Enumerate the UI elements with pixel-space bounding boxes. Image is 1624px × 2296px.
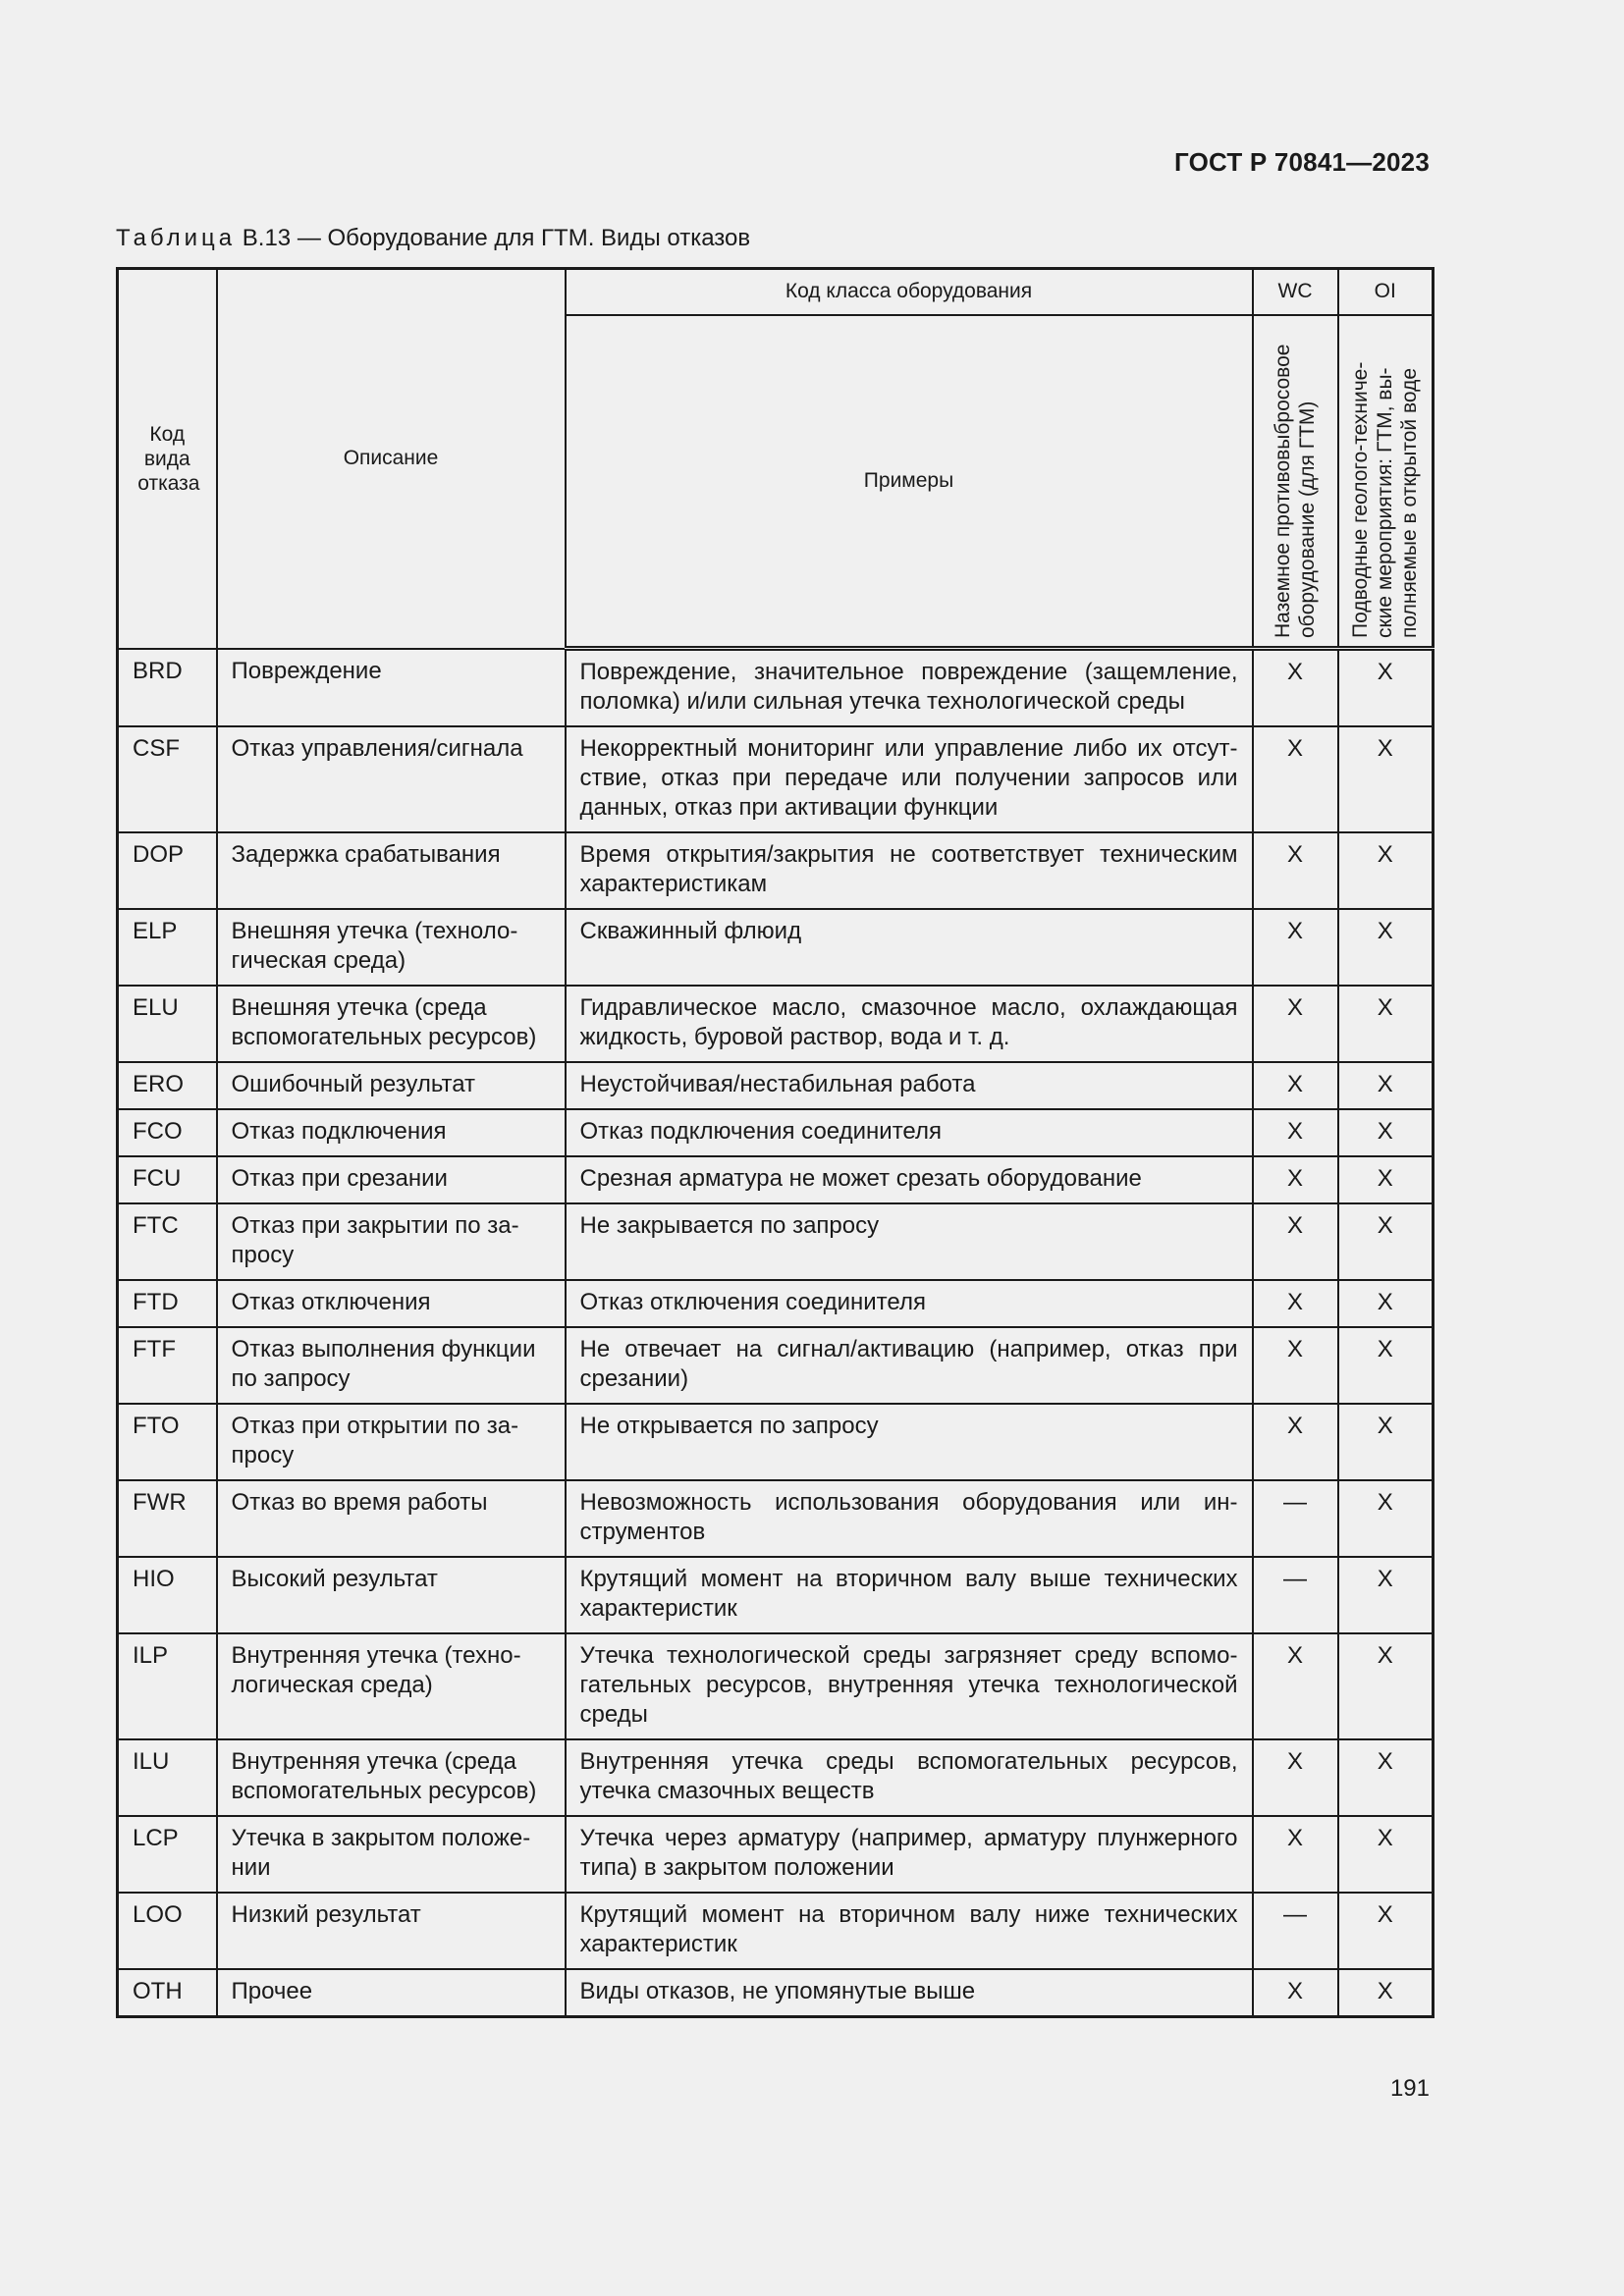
- oi-mark-cell: X: [1338, 1633, 1434, 1739]
- examples-cell: Не отвечает на сигнал/активацию (например, отказ при срезании): [566, 1327, 1253, 1404]
- oi-mark-cell: X: [1338, 1480, 1434, 1557]
- failure-code-cell: FTO: [118, 1404, 217, 1480]
- table-row: [118, 1109, 1434, 1156]
- caption-text: В.13 — Оборудование для ГТМ. Виды отказов: [242, 225, 751, 251]
- description-cell: Задержка срабатывания: [217, 832, 566, 909]
- failure-code-cell: ELU: [118, 986, 217, 1062]
- examples-cell: Отказ отключения соединителя: [566, 1280, 1253, 1327]
- failure-code-cell: ERO: [118, 1062, 217, 1109]
- table-caption: [116, 225, 750, 252]
- failure-code-cell: FTD: [118, 1280, 217, 1327]
- description-cell: Отказ при открытии по за-просу: [217, 1404, 566, 1480]
- failure-code-cell: FTF: [118, 1327, 217, 1404]
- table-row: [118, 1404, 1434, 1480]
- description-cell: Отказ выполнения функции по запросу: [217, 1327, 566, 1404]
- description-cell: Внешняя утечка (техноло-гическая среда): [217, 909, 566, 986]
- table-row: [118, 1280, 1434, 1327]
- oi-mark-cell: X: [1338, 1893, 1434, 1969]
- wc-mark-cell: —: [1253, 1893, 1338, 1969]
- oi-mark-cell: X: [1338, 909, 1434, 986]
- description-cell: Высокий результат: [217, 1557, 566, 1633]
- description-cell: Отказ подключения: [217, 1109, 566, 1156]
- examples-cell: Крутящий момент на вторичном валу выше технических характеристик: [566, 1557, 1253, 1633]
- oi-mark-cell: X: [1338, 832, 1434, 909]
- col-header-examples: Примеры: [566, 315, 1253, 649]
- col-header-oi: OI: [1338, 269, 1434, 315]
- description-cell: Отказ управления/сигнала: [217, 726, 566, 832]
- description-cell: Отказ отключения: [217, 1280, 566, 1327]
- description-cell: Повреждение: [217, 649, 566, 727]
- table-row: [118, 1480, 1434, 1557]
- table-row: [118, 1557, 1434, 1633]
- examples-cell: Внутренняя утечка среды вспомогательных ресурсов, утечка смазочных веществ: [566, 1739, 1253, 1816]
- failure-code-cell: ILU: [118, 1739, 217, 1816]
- examples-cell: Не открывается по запросу: [566, 1404, 1253, 1480]
- oi-mark-cell: X: [1338, 1969, 1434, 2017]
- wc-mark-cell: X: [1253, 1109, 1338, 1156]
- examples-cell: Скважинный флюид: [566, 909, 1253, 986]
- description-cell: Отказ при закрытии по за-просу: [217, 1203, 566, 1280]
- wc-mark-cell: X: [1253, 1969, 1338, 2017]
- failure-code-cell: OTH: [118, 1969, 217, 2017]
- col-header-wc-full: [1253, 315, 1338, 649]
- failure-code-cell: FCO: [118, 1109, 217, 1156]
- table-row: [118, 1969, 1434, 2017]
- oi-mark-cell: X: [1338, 986, 1434, 1062]
- oi-mark-cell: X: [1338, 726, 1434, 832]
- wc-mark-cell: —: [1253, 1557, 1338, 1633]
- failure-code-cell: LOO: [118, 1893, 217, 1969]
- examples-cell: Отказ подключения соединителя: [566, 1109, 1253, 1156]
- oi-mark-cell: X: [1338, 1156, 1434, 1203]
- oi-mark-cell: X: [1338, 1203, 1434, 1280]
- wc-mark-cell: X: [1253, 1739, 1338, 1816]
- wc-mark-cell: X: [1253, 832, 1338, 909]
- description-cell: Внутренняя утечка (среда вспомогательных ресурсов): [217, 1739, 566, 1816]
- table-row: [118, 726, 1434, 832]
- oi-mark-cell: X: [1338, 1739, 1434, 1816]
- examples-cell: Время открытия/закрытия не соответствует техническим характеристикам: [566, 832, 1253, 909]
- table-row: [118, 1633, 1434, 1739]
- failure-modes-table: [116, 267, 1435, 2018]
- failure-code-cell: ILP: [118, 1633, 217, 1739]
- oi-mark-cell: X: [1338, 649, 1434, 727]
- description-cell: Отказ во время работы: [217, 1480, 566, 1557]
- wc-mark-cell: X: [1253, 1280, 1338, 1327]
- examples-cell: Гидравлическое масло, смазочное масло, охлаждающая жидкость, буровой раствор, вода и т. д.: [566, 986, 1253, 1062]
- wc-mark-cell: X: [1253, 1633, 1338, 1739]
- wc-mark-cell: X: [1253, 726, 1338, 832]
- table-row: [118, 832, 1434, 909]
- oi-mark-cell: X: [1338, 1062, 1434, 1109]
- failure-code-cell: FCU: [118, 1156, 217, 1203]
- wc-mark-cell: X: [1253, 986, 1338, 1062]
- description-cell: Прочее: [217, 1969, 566, 2017]
- failure-code-cell: FTC: [118, 1203, 217, 1280]
- examples-cell: Некорректный мониторинг или управление либо их отсут-ствие, отказ при передаче или получении запросов или данных, отказ при активации функции: [566, 726, 1253, 832]
- table-row: [118, 1739, 1434, 1816]
- oi-full-text: Подводные геолого-техниче- ские мероприятия: ГТМ, вы- полняемые в открытой воде: [1349, 361, 1422, 638]
- table-row: [118, 1327, 1434, 1404]
- col-header-equipment-class: Код класса оборудования: [566, 269, 1253, 315]
- oi-mark-cell: X: [1338, 1816, 1434, 1893]
- table-row: [118, 986, 1434, 1062]
- table-row: [118, 1893, 1434, 1969]
- examples-cell: Виды отказов, не упомянутые выше: [566, 1969, 1253, 2017]
- col-header-description: Описание: [217, 269, 566, 649]
- description-cell: Утечка в закрытом положе-нии: [217, 1816, 566, 1893]
- wc-mark-cell: X: [1253, 909, 1338, 986]
- description-cell: Отказ при срезании: [217, 1156, 566, 1203]
- wc-mark-cell: X: [1253, 1816, 1338, 1893]
- examples-cell: Утечка через арматуру (например, арматуру плунжерного типа) в закрытом положении: [566, 1816, 1253, 1893]
- description-cell: Низкий результат: [217, 1893, 566, 1969]
- examples-cell: Срезная арматура не может срезать оборудование: [566, 1156, 1253, 1203]
- failure-code-cell: BRD: [118, 649, 217, 727]
- caption-prefix: Таблица: [116, 225, 237, 251]
- wc-mark-cell: X: [1253, 1404, 1338, 1480]
- failure-code-cell: FWR: [118, 1480, 217, 1557]
- oi-mark-cell: X: [1338, 1280, 1434, 1327]
- col-header-code: Код вида отказа: [118, 269, 217, 649]
- examples-cell: Невозможность использования оборудования или ин-струментов: [566, 1480, 1253, 1557]
- col-header-wc: WC: [1253, 269, 1338, 315]
- oi-mark-cell: X: [1338, 1327, 1434, 1404]
- wc-full-text: Наземное противовыбросовое оборудование (для ГТМ): [1272, 344, 1319, 638]
- failure-code-cell: ELP: [118, 909, 217, 986]
- table-row: [118, 1156, 1434, 1203]
- wc-mark-cell: X: [1253, 1203, 1338, 1280]
- examples-cell: Повреждение, значительное повреждение (защемление, поломка) и/или сильная утечка технологической среды: [566, 649, 1253, 727]
- standard-header: ГОСТ Р 70841—2023: [1174, 147, 1430, 177]
- examples-cell: Не закрывается по запросу: [566, 1203, 1253, 1280]
- oi-mark-cell: X: [1338, 1109, 1434, 1156]
- page-number: 191: [1389, 2075, 1430, 2102]
- col-header-oi-full: [1338, 315, 1434, 649]
- oi-mark-cell: X: [1338, 1404, 1434, 1480]
- description-cell: Внутренняя утечка (техно-логическая среда): [217, 1633, 566, 1739]
- table-row: [118, 909, 1434, 986]
- description-cell: Внешняя утечка (среда вспомогательных ресурсов): [217, 986, 566, 1062]
- table-row: [118, 1203, 1434, 1280]
- wc-mark-cell: —: [1253, 1480, 1338, 1557]
- failure-code-cell: CSF: [118, 726, 217, 832]
- wc-mark-cell: X: [1253, 1327, 1338, 1404]
- table-row: [118, 1816, 1434, 1893]
- failure-code-cell: LCP: [118, 1816, 217, 1893]
- wc-mark-cell: X: [1253, 649, 1338, 727]
- examples-cell: Неустойчивая/нестабильная работа: [566, 1062, 1253, 1109]
- failure-code-cell: HIO: [118, 1557, 217, 1633]
- table-row: [118, 1062, 1434, 1109]
- failure-code-cell: DOP: [118, 832, 217, 909]
- description-cell: Ошибочный результат: [217, 1062, 566, 1109]
- table-row: [118, 649, 1434, 727]
- wc-mark-cell: X: [1253, 1156, 1338, 1203]
- examples-cell: Крутящий момент на вторичном валу ниже технических характеристик: [566, 1893, 1253, 1969]
- oi-mark-cell: X: [1338, 1557, 1434, 1633]
- wc-mark-cell: X: [1253, 1062, 1338, 1109]
- examples-cell: Утечка технологической среды загрязняет среду вспомо-гательных ресурсов, внутренняя утечка технологической среды: [566, 1633, 1253, 1739]
